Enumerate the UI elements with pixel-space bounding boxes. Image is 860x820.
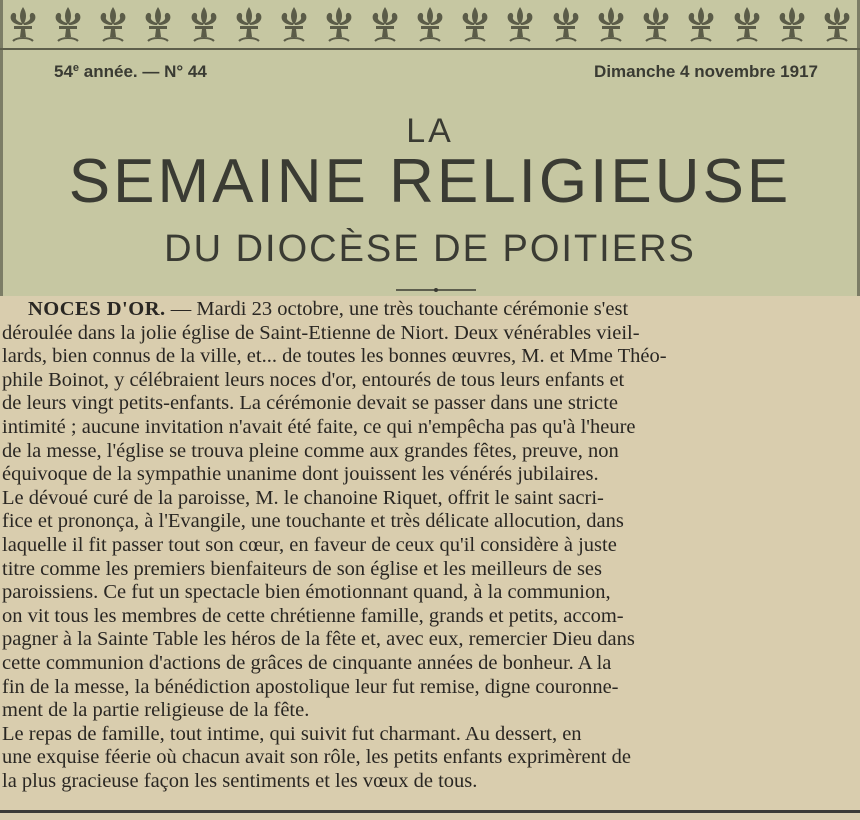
fleur-de-lis-icon (681, 3, 721, 45)
article-line-text: — Mardi 23 octobre, une très touchante cérémonie s'est (165, 298, 629, 320)
article-line-text: Le dévoué curé de la paroisse, M. le chanoine Riquet, offrit le saint sacri- (2, 486, 604, 509)
title-main: SEMAINE RELIGIEUSE (68, 147, 792, 216)
article-kicker: NOCES D'OR. (28, 298, 166, 320)
article-line-text: pagner à la Sainte Table les héros de la fête et, avec eux, remercier Dieu dans (2, 628, 635, 651)
article-line (28, 298, 860, 322)
article-line (2, 676, 854, 700)
article-line-text: déroulée dans la jolie église de Saint-Etienne de Niort. Deux vénérables vieil- (2, 321, 640, 344)
article-line (2, 322, 854, 346)
title-subtitle: DU DIOCÈSE DE POITIERS (164, 228, 696, 270)
article-line (2, 463, 854, 487)
article-line (2, 345, 854, 369)
article-line-text: ment de la partie religieuse de la fête. (2, 699, 310, 722)
fleur-de-lis-icon (274, 3, 314, 45)
fleur-de-lis-icon (546, 3, 586, 45)
issue-number (54, 62, 207, 82)
issue-year-suffix: e (72, 62, 80, 74)
article-line (2, 605, 854, 629)
article-line (2, 558, 854, 582)
title-la: LA (406, 112, 454, 150)
article-line (2, 746, 854, 770)
bottom-rule (0, 810, 860, 813)
article-line (2, 369, 854, 393)
masthead-ornamental-rule (396, 287, 476, 293)
article-line-text: une exquise féerie où chacun avait son rôle, les petits enfants exprimèrent de (2, 746, 631, 769)
fleur-de-lis-icon (365, 3, 405, 45)
article-line (2, 770, 854, 794)
article-line-text: laquelle il fit passer tout son cœur, en faveur de ceux qu'il considère à juste (2, 534, 617, 556)
article-line-text: la plus gracieuse façon les sentiments et les vœux de tous. (2, 770, 478, 792)
article-line (2, 440, 854, 464)
article-line-text: lards, bien connus de la ville, et... de toutes les bonnes œuvres, M. et Mme Théo- (2, 345, 667, 368)
fleur-de-lis-icon (500, 3, 540, 45)
fleur-de-lis-icon (591, 3, 631, 45)
article-line (2, 510, 854, 534)
fleur-de-lis-icon (410, 3, 450, 45)
issue-date: Dimanche 4 novembre 1917 (594, 62, 818, 81)
fleur-de-lis-icon (229, 3, 269, 45)
fleur-de-lis-icon (93, 3, 133, 45)
fleur-de-lis-icon (3, 3, 43, 45)
masthead (0, 0, 860, 296)
article-noces-d-or (0, 297, 860, 807)
fleur-de-lis-icon (727, 3, 767, 45)
fleur-de-lis-icon (772, 3, 812, 45)
article-line (2, 723, 854, 747)
fleur-de-lis-icon (455, 3, 495, 45)
article-line (2, 699, 854, 723)
article-line-text: titre comme les premiers bienfaiteurs de son église et les meilleurs de ses (2, 557, 603, 580)
article-line-text: fin de la messe, la bénédiction apostolique leur fut remise, digne couronne- (2, 675, 619, 698)
issue-year: 54 (54, 62, 73, 81)
ornament-band (0, 0, 860, 50)
article-line-text: fice et prononça, à l'Evangile, une touchante et très délicate allocution, dans (2, 510, 624, 533)
fleur-de-lis-icon (319, 3, 359, 45)
article-line-text: Le repas de famille, tout intime, qui suivit fut charmant. Au dessert, en (2, 722, 582, 745)
article-line-text: phile Boinot, y célébraient leurs noces d'or, entourés de tous leurs enfants et (2, 368, 625, 391)
issue-line (0, 62, 860, 86)
article-line (2, 392, 854, 416)
article-line (2, 628, 854, 652)
article-line-text: paroissiens. Ce fut un spectacle bien émotionnant quand, à la communion, (2, 581, 611, 604)
article-line-text: cette communion d'actions de grâces de cinquante années de bonheur. A la (2, 652, 612, 674)
article-line-text: de leurs vingt petits-enfants. La cérémonie devait se passer dans une stricte (2, 392, 618, 415)
article-line (2, 581, 854, 605)
article-line (2, 416, 854, 440)
fleur-de-lis-icon (636, 3, 676, 45)
fleur-de-lis-icon (48, 3, 88, 45)
article-line-text: équivoque de la sympathie unanime dont jouissent les vénérés jubilaires. (2, 463, 599, 486)
issue-rest: année. — N° 44 (79, 62, 207, 81)
article-line (2, 652, 854, 676)
article-line-text: on vit tous les membres de cette chrétienne famille, grands et petits, accom- (2, 604, 624, 627)
article-line-text: de la messe, l'église se trouva pleine comme aux grandes fêtes, preuve, non (2, 439, 619, 462)
fleur-de-lis-icon (817, 3, 857, 45)
fleur-de-lis-icon (138, 3, 178, 45)
fleur-de-lis-icon (184, 3, 224, 45)
article-line-text: intimité ; aucune invitation n'avait été faite, ce qui n'empêcha pas qu'à l'heure (2, 416, 636, 438)
article-line (2, 487, 854, 511)
article-line (2, 534, 854, 558)
